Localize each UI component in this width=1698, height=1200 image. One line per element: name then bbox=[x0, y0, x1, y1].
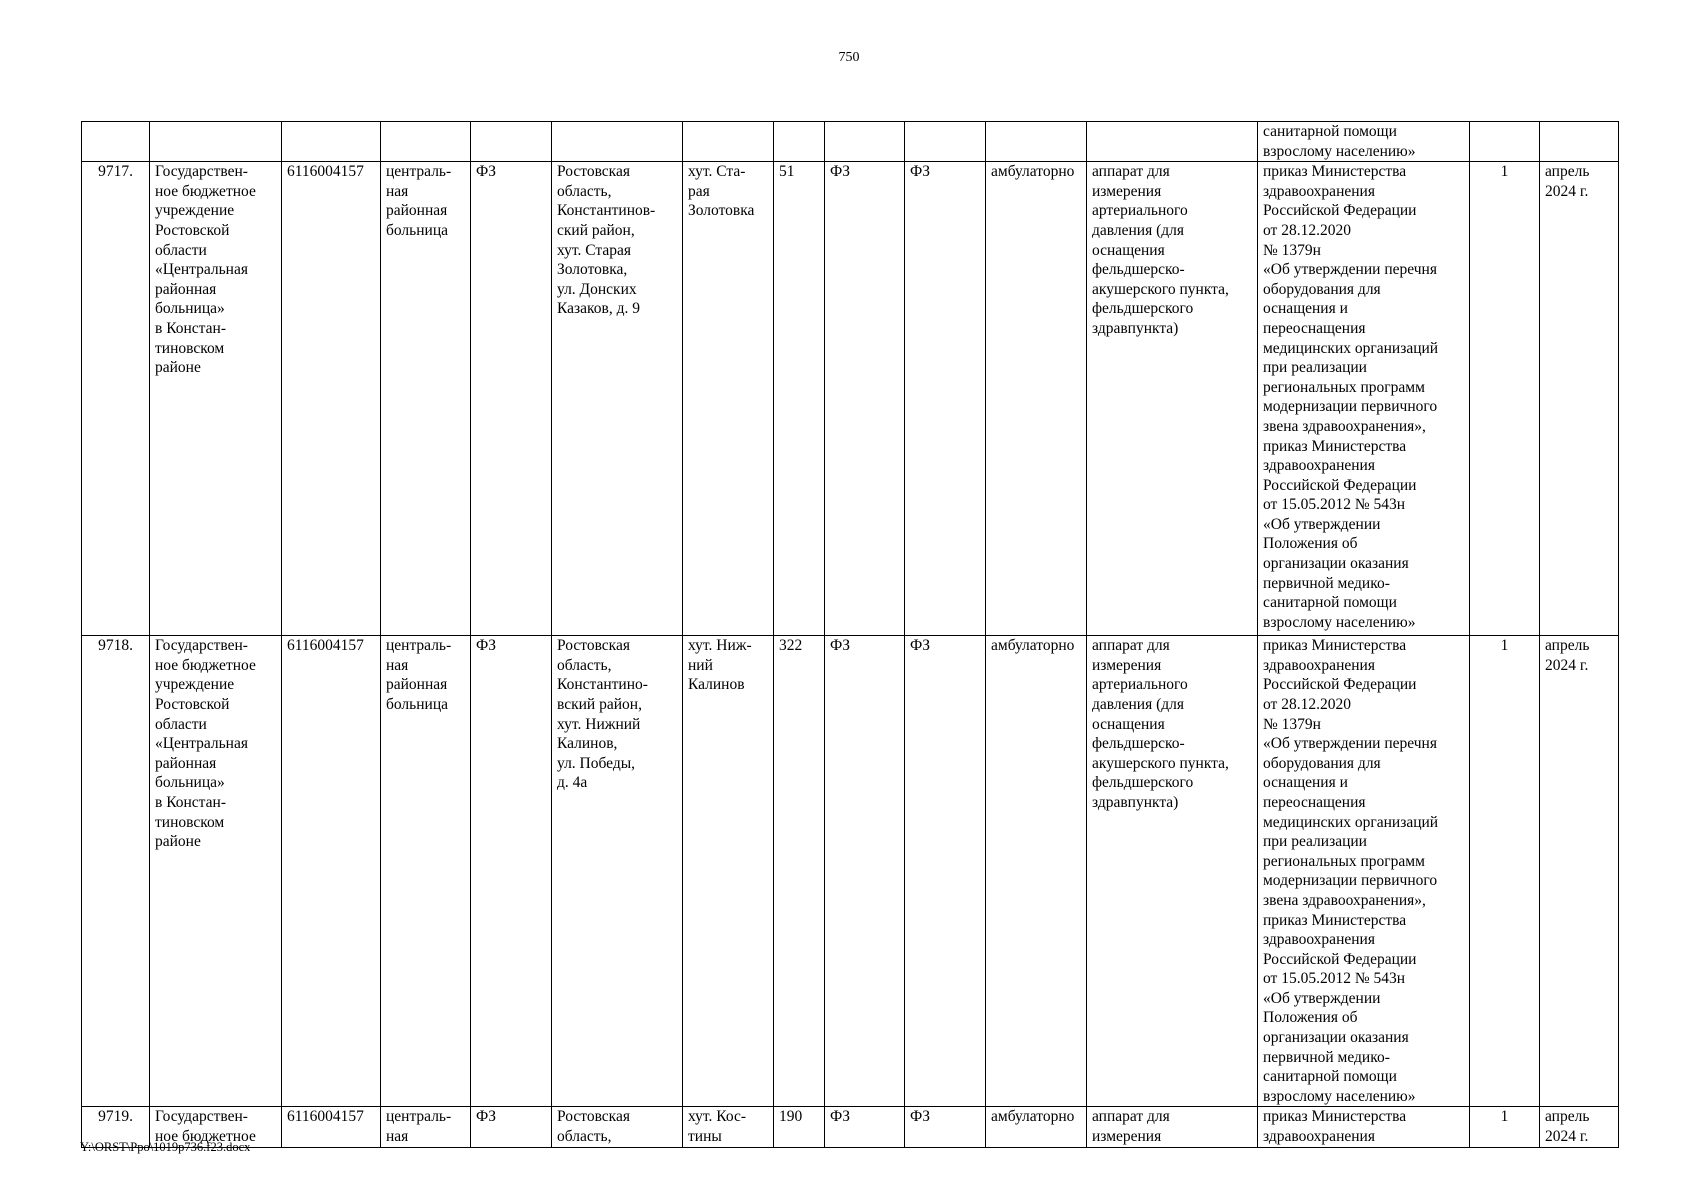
cell-num: 9718. bbox=[82, 636, 150, 1107]
cell-address: Ростовская область, Константино- вский район, хут. Нижний Калинов, ул. Победы, д. 4а bbox=[552, 636, 683, 1107]
cell-num: 9719. bbox=[82, 1107, 150, 1147]
cell-settlement: хут. Ста- рая Золотовка bbox=[683, 162, 774, 636]
cell-qty bbox=[1470, 122, 1540, 162]
cell-num: 9717. bbox=[82, 162, 150, 636]
cell-address bbox=[552, 122, 683, 162]
cell-org: Государствен- ное бюджетное учреждение Ростовской области «Центральная районная больница» в Констан- тиновском районе bbox=[150, 162, 282, 636]
cell-population bbox=[774, 122, 825, 162]
cell-population: 322 bbox=[774, 636, 825, 1107]
table-row bbox=[82, 1107, 1619, 1147]
cell-type: централь- ная районная больница bbox=[381, 636, 471, 1107]
cell-legal-basis: санитарной помощи взрослому населению» bbox=[1258, 122, 1470, 162]
cell-date bbox=[1540, 122, 1619, 162]
cell-col9 bbox=[905, 122, 986, 162]
cell-org: Государствен- ное бюджетное bbox=[150, 1107, 282, 1147]
cell-org: Государствен- ное бюджетное учреждение Ростовской области «Центральная районная больница» в Констан- тиновском районе bbox=[150, 636, 282, 1107]
cell-col9: ФЗ bbox=[905, 162, 986, 636]
cell-col9: ФЗ bbox=[905, 1107, 986, 1147]
cell-col4: ФЗ bbox=[471, 1107, 552, 1147]
footer-file-path: Y:\ORST\Ppo\1019p736.f23.docx bbox=[80, 1140, 251, 1154]
cell-col9: ФЗ bbox=[905, 636, 986, 1107]
cell-col8: ФЗ bbox=[825, 636, 905, 1107]
table-row bbox=[82, 162, 1619, 636]
cell-inn bbox=[282, 122, 381, 162]
cell-type bbox=[381, 122, 471, 162]
cell-inn: 6116004157 bbox=[282, 1107, 381, 1147]
cell-inn: 6116004157 bbox=[282, 162, 381, 636]
cell-address: Ростовская область, Константинов- ский район, хут. Старая Золотовка, ул. Донских Казаков, д. 9 bbox=[552, 162, 683, 636]
cell-population: 51 bbox=[774, 162, 825, 636]
cell-care-form: амбулаторно bbox=[986, 636, 1087, 1107]
cell-population: 190 bbox=[774, 1107, 825, 1147]
cell-equipment: аппарат для измерения артериального давления (для оснащения фельдшерско- акушерского пункта, фельдшерского здравпункта) bbox=[1087, 636, 1258, 1107]
cell-date: апрель 2024 г. bbox=[1540, 162, 1619, 636]
cell-col8: ФЗ bbox=[825, 1107, 905, 1147]
cell-legal-basis: приказ Министерства здравоохранения Российской Федерации от 28.12.2020 № 1379н «Об утверждении перечня оборудования для оснащения и переоснащения медицинских организаций при реализации региональных программ модернизации первичного звена здравоохранения», приказ Министерства здравоохранения Российской Федерации от 15.05.2012 № 543н «Об утверждении Положения об организации оказания первичной медико- санитарной помощи взрослому населению» bbox=[1258, 636, 1470, 1107]
cell-qty: 1 bbox=[1470, 636, 1540, 1107]
cell-num bbox=[82, 122, 150, 162]
cell-org bbox=[150, 122, 282, 162]
page-number: 750 bbox=[838, 50, 860, 65]
cell-date: апрель 2024 г. bbox=[1540, 636, 1619, 1107]
cell-date: апрель 2024 г. bbox=[1540, 1107, 1619, 1147]
cell-col8: ФЗ bbox=[825, 162, 905, 636]
equipment-table bbox=[81, 121, 1619, 1148]
cell-equipment bbox=[1087, 122, 1258, 162]
cell-care-form bbox=[986, 122, 1087, 162]
table-row bbox=[82, 636, 1619, 1107]
cell-equipment: аппарат для измерения артериального давления (для оснащения фельдшерско- акушерского пункта, фельдшерского здравпункта) bbox=[1087, 162, 1258, 636]
table-row-continued bbox=[82, 122, 1619, 162]
cell-care-form: амбулаторно bbox=[986, 162, 1087, 636]
cell-inn: 6116004157 bbox=[282, 636, 381, 1107]
cell-settlement bbox=[683, 122, 774, 162]
cell-col8 bbox=[825, 122, 905, 162]
cell-care-form: амбулаторно bbox=[986, 1107, 1087, 1147]
cell-col4: ФЗ bbox=[471, 162, 552, 636]
cell-settlement: хут. Ниж- ний Калинов bbox=[683, 636, 774, 1107]
cell-col4 bbox=[471, 122, 552, 162]
cell-legal-basis: приказ Министерства здравоохранения bbox=[1258, 1107, 1470, 1147]
cell-equipment: аппарат для измерения bbox=[1087, 1107, 1258, 1147]
cell-qty: 1 bbox=[1470, 1107, 1540, 1147]
cell-type: централь- ная bbox=[381, 1107, 471, 1147]
cell-col4: ФЗ bbox=[471, 636, 552, 1107]
cell-legal-basis: приказ Министерства здравоохранения Российской Федерации от 28.12.2020 № 1379н «Об утверждении перечня оборудования для оснащения и переоснащения медицинских организаций при реализации региональных программ модернизации первичного звена здравоохранения», приказ Министерства здравоохранения Российской Федерации от 15.05.2012 № 543н «Об утверждении Положения об организации оказания первичной медико- санитарной помощи взрослому населению» bbox=[1258, 162, 1470, 636]
cell-qty: 1 bbox=[1470, 162, 1540, 636]
cell-settlement: хут. Кос- тины bbox=[683, 1107, 774, 1147]
cell-type: централь- ная районная больница bbox=[381, 162, 471, 636]
cell-address: Ростовская область, bbox=[552, 1107, 683, 1147]
